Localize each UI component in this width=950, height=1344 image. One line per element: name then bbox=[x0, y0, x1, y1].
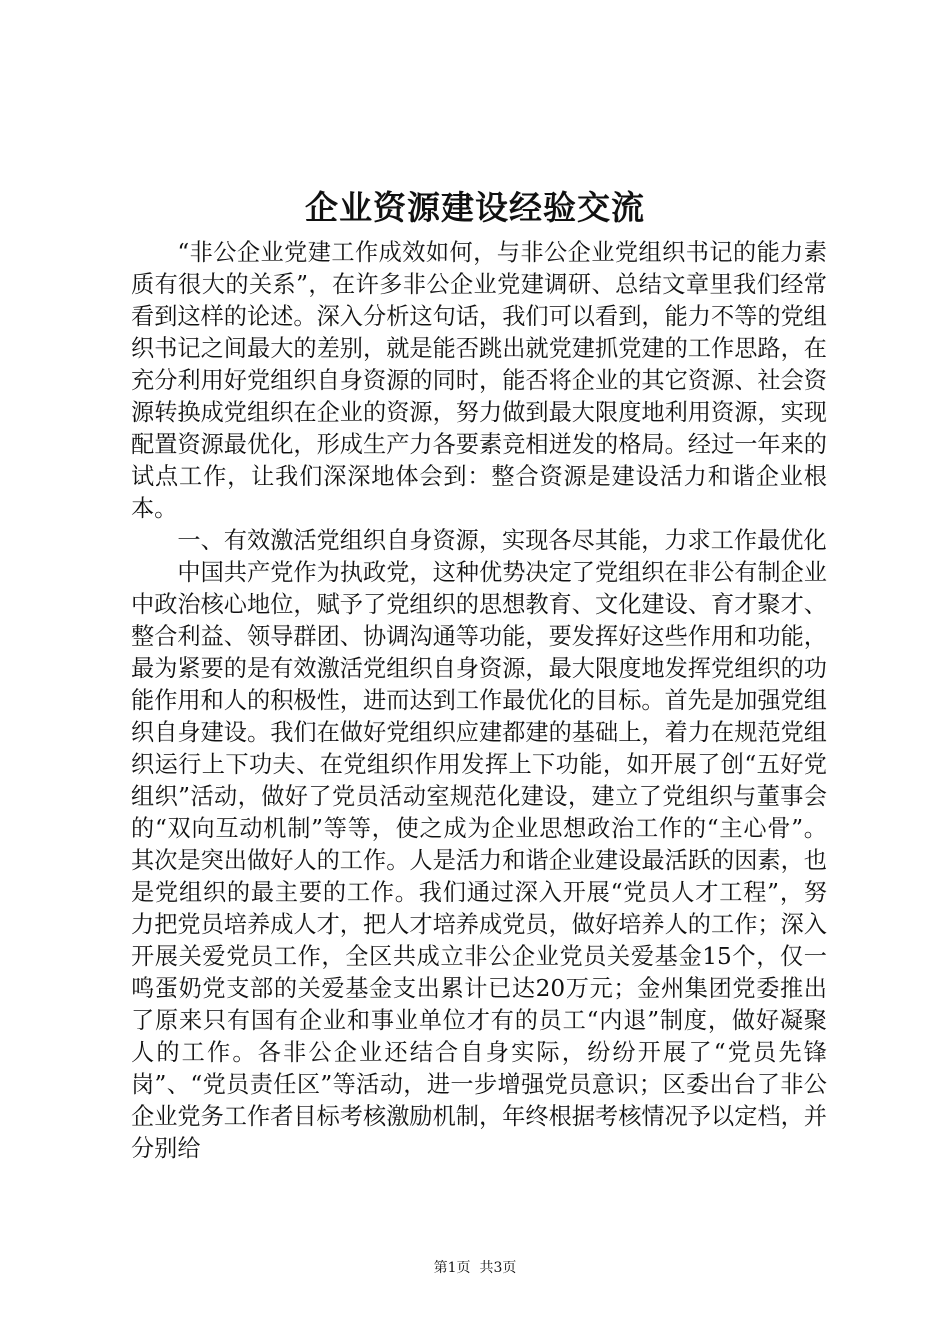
section-heading: 一、有效激活党组织自身资源，实现各尽其能，力求工作最优化 bbox=[177, 527, 827, 554]
page-number: 第1页 bbox=[433, 1260, 471, 1276]
document-title: 企业资源建设经验交流 bbox=[305, 188, 645, 227]
total-pages: 共3页 bbox=[479, 1260, 517, 1276]
intro-paragraph: “非公企业党建工作成效如何，与非公企业党组织书记的能力素质有很大的关系”，在许多非公企业党建调研、总结文章里我们经常看到这样的论述。深入分析这句话，我们可以看到，能力不等的党组织书记之间最大的差别，就是能否跳出就党建抓党建的工作思路，在充分利用好党组织自身资源的同时，能否将企业的其它资源、社会资源转换成党组织在企业的资源，努力做到最大限度地利用资源，实现配置资源最优化，形成生产力各要素竞相迸发的格局。经过一年来的试点工作，让我们深深地体会到：整合资源是建设活力和谐企业根本。 bbox=[131, 239, 827, 522]
document-body bbox=[131, 237, 827, 1165]
page-footer bbox=[0, 1258, 950, 1278]
section-paragraph: 中国共产党作为执政党，这种优势决定了党组织在非公有制企业中政治核心地位，赋予了党组织的思想教育、文化建设、育才聚才、整合利益、领导群团、协调沟通等功能，要发挥好这些作用和功能，最为紧要的是有效激活党组织自身资源，最大限度地发挥党组织的功能作用和人的积极性，进而达到工作最优化的目标。首先是加强党组织自身建设。我们在做好党组织应建都建的基础上，着力在规范党组织运行上下功夫、在党组织作用发挥上下功能，如开展了创“五好党组织”活动，做好了党员活动室规范化建设，建立了党组织与董事会的“双向互动机制”等等，使之成为企业思想政治工作的“主心骨”。其次是突出做好人的工作。人是活力和谐企业建设最活跃的因素，也是党组织的最主要的工作。我们通过深入开展“党员人才工程”，努力把党员培养成人才，把人才培养成党员，做好培养人的工作；深入开展关爱党员工作，全区共成立非公企业党员关爱基金15个，仅一鸣蛋奶党支部的关爱基金支出累计已达20万元；金州集团党委推出了原来只有国有企业和事业单位才有的员工“内退”制度，做好凝聚人的工作。各非公企业还结合自身实际，纷纷开展了“党员先锋岗”、“党员责任区”等活动，进一步增强党员意识；区委出台了非公企业党务工作者目标考核激励机制，年终根据考核情况予以定档，并分别给 bbox=[131, 559, 827, 1162]
